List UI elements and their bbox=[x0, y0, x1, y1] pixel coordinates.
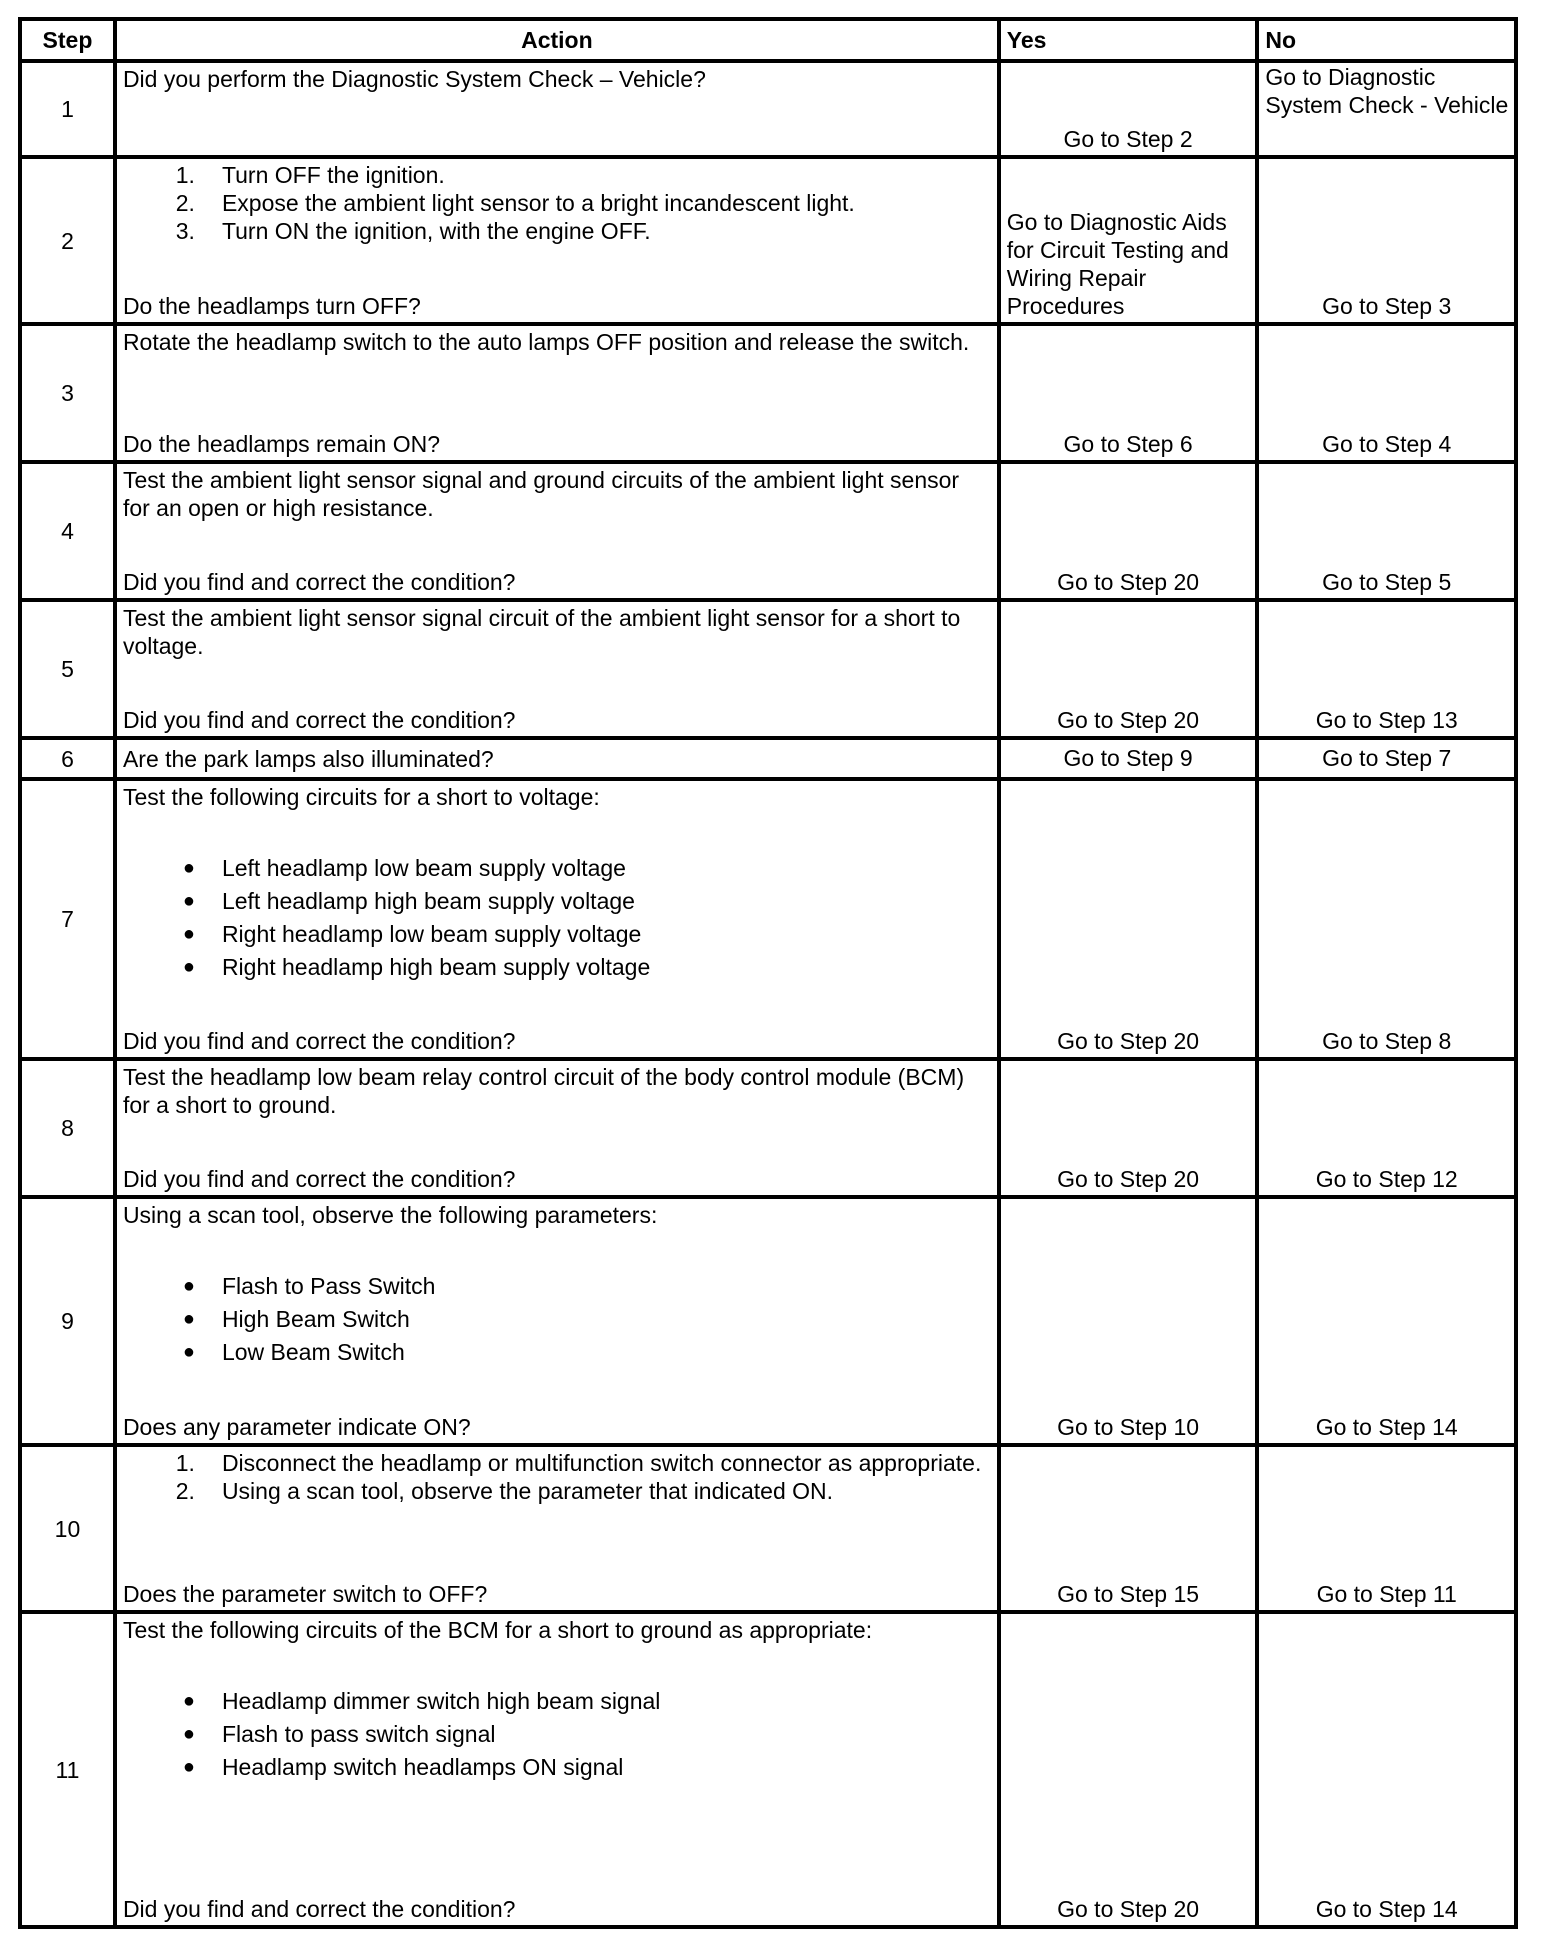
list-item: ● Right headlamp low beam supply voltage bbox=[182, 921, 642, 947]
no-result: Go to Step 8 bbox=[1257, 779, 1516, 1059]
list-item: 2. Using a scan tool, observe the parameter that indicated ON. bbox=[175, 1478, 834, 1504]
list-item: ● Low Beam Switch bbox=[182, 1339, 405, 1365]
action-cell bbox=[115, 1197, 999, 1445]
numbered-list bbox=[123, 1449, 991, 1505]
yes-result: Go to Step 20 bbox=[999, 1612, 1258, 1927]
yes-result: Go to Step 20 bbox=[999, 1059, 1258, 1197]
list-item: 3. Turn ON the ignition, with the engine OFF. bbox=[175, 218, 651, 244]
no-result: Go to Step 13 bbox=[1257, 600, 1516, 738]
no-result: Go to Step 5 bbox=[1257, 462, 1516, 600]
no-result: Go to Step 14 bbox=[1257, 1612, 1516, 1927]
action-cell bbox=[115, 779, 999, 1059]
yes-result: Go to Step 20 bbox=[999, 600, 1258, 738]
step-number: 11 bbox=[20, 1612, 115, 1927]
action-text: Are the park lamps also illuminated? bbox=[122, 745, 494, 772]
action-cell bbox=[115, 157, 999, 324]
step-number: 6 bbox=[20, 738, 115, 779]
header-step: Step bbox=[20, 19, 115, 61]
step-number: 5 bbox=[20, 600, 115, 738]
numbered-list bbox=[123, 161, 991, 245]
action-question: Do the headlamps remain ON? bbox=[122, 431, 440, 457]
step-number: 1 bbox=[20, 61, 115, 157]
no-result: Go to Step 7 bbox=[1257, 738, 1516, 779]
list-item: 1. Disconnect the headlamp or multifunction switch connector as appropriate. bbox=[175, 1450, 982, 1476]
table-row bbox=[20, 1445, 1516, 1612]
action-question: Does the parameter switch to OFF? bbox=[122, 1581, 488, 1607]
no-result: Go to Step 11 bbox=[1257, 1445, 1516, 1612]
action-text: Test the following circuits for a short to voltage: bbox=[122, 784, 600, 810]
yes-result: Go to Step 10 bbox=[999, 1197, 1258, 1445]
action-question: Did you find and correct the condition? bbox=[122, 569, 516, 595]
action-cell bbox=[115, 324, 999, 462]
yes-result: Go to Step 6 bbox=[999, 324, 1258, 462]
step-number: 8 bbox=[20, 1059, 115, 1197]
table-row bbox=[20, 738, 1516, 779]
bullet-list bbox=[123, 1687, 991, 1781]
action-cell bbox=[115, 1059, 999, 1197]
yes-result: Go to Step 15 bbox=[999, 1445, 1258, 1612]
step-number: 2 bbox=[20, 157, 115, 324]
action-text: Test the ambient light sensor signal and ground circuits of the ambient light sensor for an open or high resistance. bbox=[122, 467, 960, 521]
table-row bbox=[20, 462, 1516, 600]
step-number: 3 bbox=[20, 324, 115, 462]
list-item: ● Flash to Pass Switch bbox=[182, 1273, 436, 1299]
table-row bbox=[20, 1197, 1516, 1445]
table-row bbox=[20, 157, 1516, 324]
header-no: No bbox=[1257, 19, 1516, 61]
action-cell bbox=[115, 462, 999, 600]
list-item: ● High Beam Switch bbox=[182, 1306, 410, 1332]
action-question: Did you find and correct the condition? bbox=[122, 1028, 516, 1054]
table-row bbox=[20, 1612, 1516, 1927]
yes-result: Go to Step 2 bbox=[999, 61, 1258, 157]
action-text: Rotate the headlamp switch to the auto lamps OFF position and release the switch. bbox=[122, 329, 970, 355]
list-item: ● Right headlamp high beam supply voltage bbox=[182, 954, 651, 980]
table-row bbox=[20, 324, 1516, 462]
list-item: 1. Turn OFF the ignition. bbox=[175, 162, 445, 188]
header-yes: Yes bbox=[999, 19, 1258, 61]
action-cell bbox=[115, 1612, 999, 1927]
header-action: Action bbox=[115, 19, 999, 61]
step-number: 7 bbox=[20, 779, 115, 1059]
no-result: Go to Step 3 bbox=[1257, 157, 1516, 324]
action-text: Did you perform the Diagnostic System Check – Vehicle? bbox=[122, 66, 706, 92]
table-row bbox=[20, 61, 1516, 157]
action-question: Did you find and correct the condition? bbox=[122, 1896, 516, 1922]
action-cell bbox=[115, 61, 999, 157]
bullet-list bbox=[123, 854, 991, 981]
action-question: Does any parameter indicate ON? bbox=[122, 1414, 471, 1440]
action-question: Do the headlamps turn OFF? bbox=[122, 293, 421, 319]
table-row bbox=[20, 779, 1516, 1059]
diagnostic-table bbox=[18, 17, 1518, 1929]
yes-result: Go to Step 20 bbox=[999, 779, 1258, 1059]
action-text: Test the headlamp low beam relay control circuit of the body control module (BCM) for a short to ground. bbox=[122, 1064, 965, 1118]
list-item: ● Left headlamp high beam supply voltage bbox=[182, 888, 635, 914]
yes-result: Go to Diagnostic Aids for Circuit Testing and Wiring Repair Procedures bbox=[999, 157, 1258, 324]
action-question: Did you find and correct the condition? bbox=[122, 1166, 516, 1192]
action-text: Test the ambient light sensor signal circuit of the ambient light sensor for a short to voltage. bbox=[122, 605, 961, 659]
table-row bbox=[20, 600, 1516, 738]
yes-result: Go to Step 20 bbox=[999, 462, 1258, 600]
list-item: 2. Expose the ambient light sensor to a bright incandescent light. bbox=[175, 190, 855, 216]
action-text: Test the following circuits of the BCM for a short to ground as appropriate: bbox=[122, 1617, 873, 1643]
list-item: ● Headlamp dimmer switch high beam signal bbox=[182, 1688, 661, 1714]
step-number: 4 bbox=[20, 462, 115, 600]
no-result: Go to Step 14 bbox=[1257, 1197, 1516, 1445]
table-row bbox=[20, 1059, 1516, 1197]
no-result: Go to Step 12 bbox=[1257, 1059, 1516, 1197]
action-text: Using a scan tool, observe the following parameters: bbox=[122, 1202, 658, 1228]
no-result: Go to Diagnostic System Check - Vehicle bbox=[1257, 61, 1516, 157]
list-item: ● Headlamp switch headlamps ON signal bbox=[182, 1754, 624, 1780]
bullet-list bbox=[123, 1272, 991, 1366]
action-question: Did you find and correct the condition? bbox=[122, 707, 516, 733]
action-cell bbox=[115, 600, 999, 738]
action-cell bbox=[115, 1445, 999, 1612]
step-number: 10 bbox=[20, 1445, 115, 1612]
step-number: 9 bbox=[20, 1197, 115, 1445]
table-header-row bbox=[20, 19, 1516, 61]
list-item: ● Flash to pass switch signal bbox=[182, 1721, 496, 1747]
yes-result: Go to Step 9 bbox=[999, 738, 1258, 779]
action-cell bbox=[115, 738, 999, 779]
no-result: Go to Step 4 bbox=[1257, 324, 1516, 462]
list-item: ● Left headlamp low beam supply voltage bbox=[182, 855, 626, 881]
